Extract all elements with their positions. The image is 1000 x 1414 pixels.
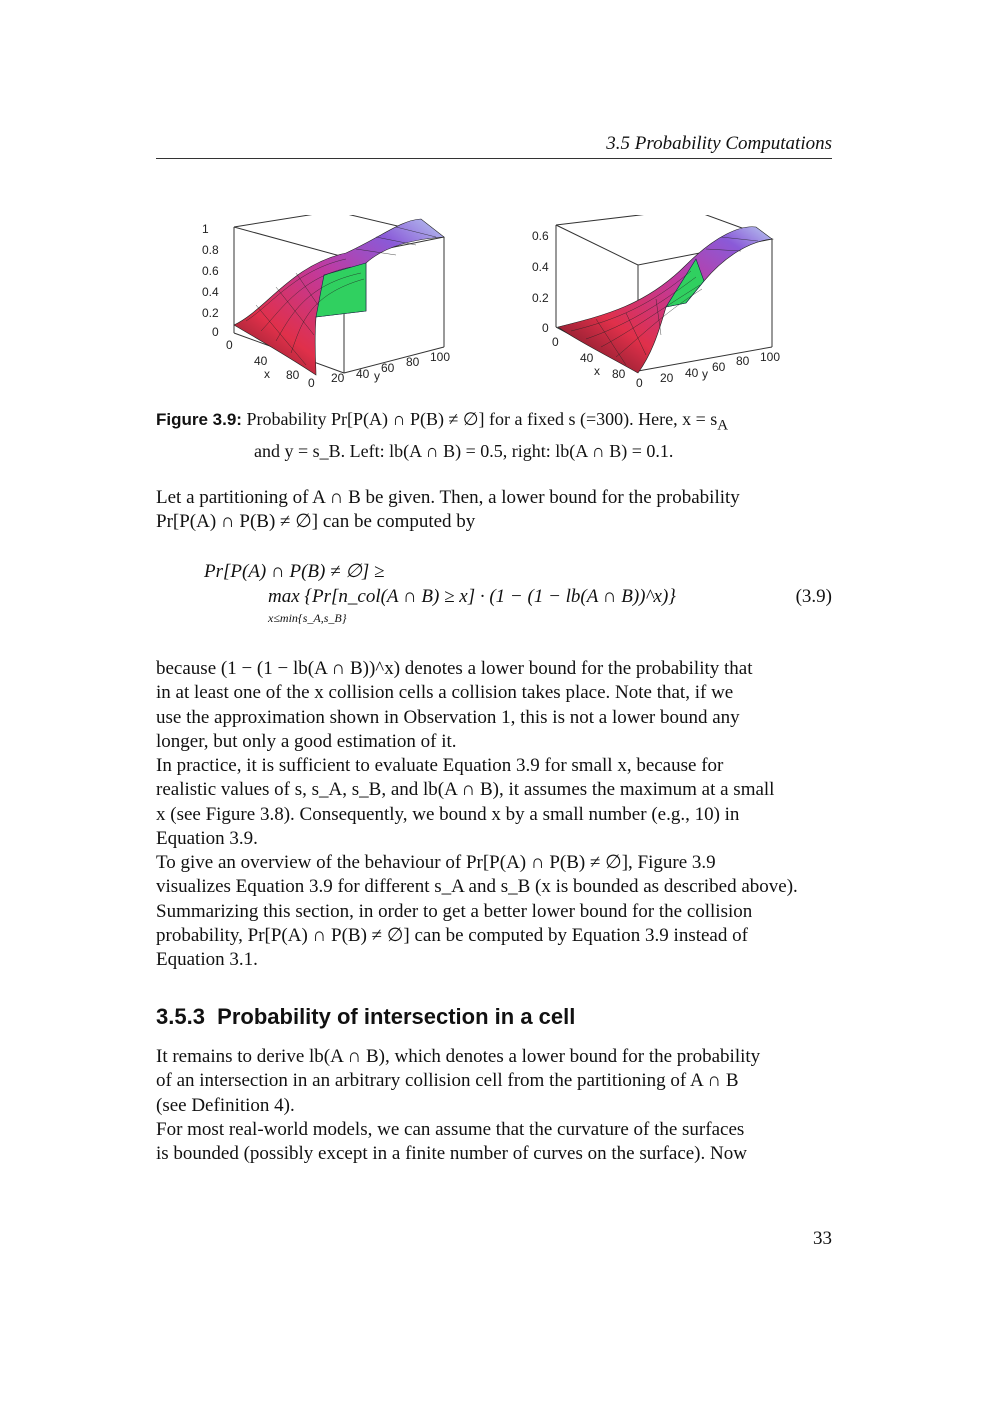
paragraph-4: [156, 851, 832, 972]
z-tick: 0.4: [532, 260, 549, 274]
y-tick: 40: [685, 366, 699, 380]
page-number: 33: [813, 1228, 832, 1249]
y-tick: 60: [381, 361, 395, 375]
x-tick: 40: [254, 354, 268, 368]
y-tick: 100: [430, 350, 451, 364]
y-tick: 0: [308, 376, 315, 390]
y-axis-label: y: [702, 367, 708, 381]
caption-subscript: A: [717, 417, 729, 434]
caption-line-1: Probability Pr[P(A) ∩ P(B) ≠ ∅] for a fixed s (=300). Here, x = s: [246, 409, 718, 429]
z-tick: 1: [202, 222, 209, 236]
z-tick: 0.8: [202, 243, 219, 257]
figure-right-plot: [526, 215, 796, 390]
y-tick: 80: [406, 355, 420, 369]
equation-subscript: x≤min{s_A,s_B}: [268, 611, 347, 625]
section-title: Probability of intersection in a cell: [217, 1004, 576, 1029]
running-head: 3.5 Probability Computations: [606, 133, 832, 154]
header-rule: [156, 158, 832, 159]
z-tick: 0: [212, 325, 219, 339]
equation-line-1: Pr[P(A) ∩ P(B) ≠ ∅] ≥: [204, 561, 385, 582]
x-axis-label: x: [264, 367, 270, 381]
z-tick: 0: [542, 321, 549, 335]
text-line: Summarizing this section, in order to get a better lower bound for the collision: [156, 900, 753, 922]
paragraph-5: [156, 1045, 832, 1118]
text-line: is bounded (possibly except in a finite number of curves on the surface). Now: [156, 1143, 747, 1165]
x-tick: 40: [580, 351, 594, 365]
x-tick: 80: [286, 368, 300, 382]
caption-label: Figure 3.9:: [156, 410, 242, 429]
z-tick: 0.6: [202, 264, 219, 278]
text-line: It remains to derive lb(A ∩ B), which denotes a lower bound for the probability: [156, 1046, 761, 1067]
equation-number: (3.9): [795, 586, 832, 607]
text-line: use the approximation shown in Observation 1, this is not a lower bound any: [156, 706, 740, 728]
text-line: To give an overview of the behaviour of Pr[P(A) ∩ P(B) ≠ ∅], Figure 3.9: [156, 852, 716, 873]
equation-line-2: max {Pr[n_col(A ∩ B) ≥ x] · (1 − (1 − lb(A ∩ B))^x)}: [268, 586, 676, 607]
x-tick: 0: [552, 335, 559, 349]
text-line: In practice, it is sufficient to evaluate Equation 3.9 for small x, because for: [156, 755, 724, 776]
text-line: x (see Figure 3.8). Consequently, we bound x by a small number (e.g., 10) in: [156, 803, 740, 825]
z-tick: 0.2: [202, 306, 219, 320]
y-tick: 80: [736, 354, 750, 368]
x-axis-label: x: [594, 364, 600, 378]
text-line: longer, but only a good estimation of it.: [156, 730, 457, 752]
text-line: Pr[P(A) ∩ P(B) ≠ ∅] can be computed by: [156, 511, 476, 533]
figure-caption: [156, 407, 832, 464]
text-line: For most real-world models, we can assume that the curvature of the surfaces: [156, 1119, 745, 1140]
paragraph-1: [156, 486, 832, 535]
y-tick: 20: [331, 371, 345, 385]
z-tick: 0.2: [532, 291, 549, 305]
y-tick: 0: [636, 376, 643, 390]
caption-line-2: and y = s_B. Left: lb(A ∩ B) = 0.5, right: lb(A ∩ B) = 0.1.: [254, 440, 674, 461]
y-tick: 20: [660, 371, 674, 385]
text-line: visualizes Equation 3.9 for different s_A and s_B (x is bounded as described above).: [156, 876, 798, 898]
text-line: probability, Pr[P(A) ∩ P(B) ≠ ∅] can be computed by Equation 3.9 instead of: [156, 924, 748, 946]
text-line: Equation 3.1.: [156, 949, 258, 971]
section-heading: [156, 1004, 575, 1030]
text-line: in at least one of the x collision cells a collision takes place. Note that, if we: [156, 682, 734, 704]
section-number: 3.5.3: [156, 1004, 205, 1029]
paragraph-2: [156, 657, 832, 754]
text-line: (see Definition 4).: [156, 1094, 295, 1116]
y-tick: 100: [760, 350, 781, 364]
figure-left-plot: [196, 215, 466, 390]
y-tick: 60: [712, 360, 726, 374]
paragraph-3: [156, 754, 832, 851]
y-tick: 40: [356, 367, 370, 381]
x-tick: 0: [226, 338, 233, 352]
text-line: Equation 3.9.: [156, 827, 258, 849]
text-line: because (1 − (1 − lb(A ∩ B))^x) denotes a lower bound for the probability that: [156, 658, 753, 679]
paragraph-6: [156, 1118, 832, 1167]
text-line: realistic values of s, s_A, s_B, and lb(A ∩ B), it assumes the maximum at a small: [156, 779, 775, 801]
x-tick: 80: [612, 367, 626, 381]
text-line: of an intersection in an arbitrary collision cell from the partitioning of A ∩ B: [156, 1070, 739, 1092]
text-line: Let a partitioning of A ∩ B be given. Then, a lower bound for the probability: [156, 487, 740, 508]
z-tick: 0.4: [202, 285, 219, 299]
z-tick: 0.6: [532, 229, 549, 243]
y-axis-label: y: [374, 369, 380, 383]
